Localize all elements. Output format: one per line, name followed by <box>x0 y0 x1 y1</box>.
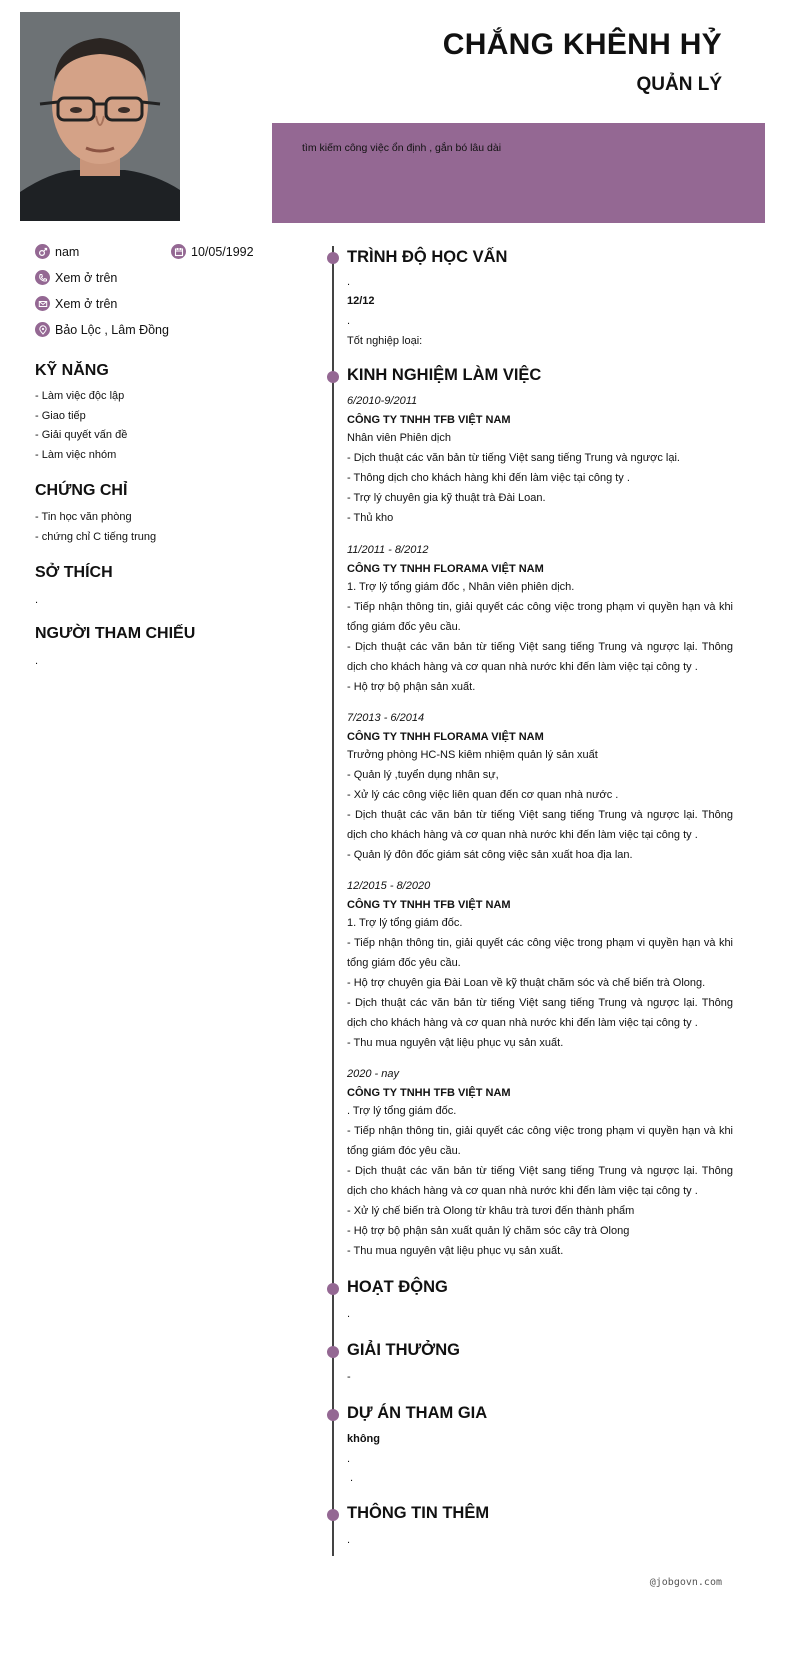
timeline-dot <box>327 1283 339 1295</box>
awards-text: - <box>347 1371 351 1383</box>
education-grade: Tốt nghiệp loại: <box>347 335 423 347</box>
timeline-dot <box>327 1509 339 1521</box>
job-line: . Trợ lý tổng giám đốc. <box>347 1105 457 1117</box>
job-company: CÔNG TY TNHH FLORAMA VIỆT NAM <box>347 563 544 575</box>
job-line: - Tiếp nhận thông tin, giải quyết các công việc trong phạm vi quyền hạn và khi tổng giám đóc yêu cầu. <box>347 1125 733 1157</box>
job-position: QUẢN LÝ <box>636 74 722 95</box>
projects-heading: DỰ ÁN THAM GIA <box>347 1404 488 1422</box>
job-line: - Quản lý đôn đốc giám sát công việc sản xuất hoa địa lan. <box>347 849 633 861</box>
education-line: . <box>347 276 351 288</box>
job-line: - Trợ lý chuyên gia kỹ thuật trà Đài Loan. <box>347 492 546 504</box>
address-value: Bảo Lộc , Lâm Đồng <box>55 322 169 337</box>
certificate-item: - Tin học văn phòng <box>35 511 132 523</box>
email-value: Xem ở trên <box>55 296 118 311</box>
job-line: - Hộ trợ bộ phận sản xuất quản lý chăm sóc cây trà Olong <box>347 1225 630 1237</box>
job-line: - Tiếp nhận thông tin, giải quyết các công việc trong phạm vi quyền hạn và khi tổng giám đốc yêu cầu. <box>347 601 733 633</box>
mail-icon <box>35 296 50 311</box>
profile-photo <box>20 12 180 221</box>
timeline-dot <box>327 371 339 383</box>
gender-icon <box>35 244 50 259</box>
job-line: 1. Trợ lý tổng giám đốc. <box>347 917 463 929</box>
job-date: 6/2010-9/2011 <box>347 395 418 407</box>
candidate-name: CHẮNG KHÊNH HỶ <box>442 28 722 61</box>
contact-birthday <box>171 244 254 259</box>
timeline-dot <box>327 1409 339 1421</box>
job-line: - Xử lý các công việc liên quan đến cơ quan nhà nước . <box>347 789 619 801</box>
certificates-heading: CHỨNG CHỈ <box>35 482 128 499</box>
contact-gender <box>35 244 79 259</box>
location-icon <box>35 322 50 337</box>
timeline-dot <box>327 252 339 264</box>
job-company: CÔNG TY TNHH TFB VIỆT NAM <box>347 414 511 426</box>
objective-box <box>272 123 765 223</box>
job-line: 1. Trợ lý tổng giám đốc , Nhân viên phiên dịch. <box>347 581 575 593</box>
hobbies-text: . <box>35 594 39 606</box>
job-line: - Tiếp nhận thông tin, giải quyết các công việc trong phạm vi quyền hạn và khi tổng giám đốc yêu cầu. <box>347 937 733 969</box>
awards-heading: GIẢI THƯỞNG <box>347 1341 461 1359</box>
activities-heading: HOẠT ĐỘNG <box>347 1278 448 1296</box>
project-name: không <box>347 1433 380 1445</box>
birthday-value: 10/05/1992 <box>191 244 254 259</box>
references-text: . <box>35 655 39 667</box>
skill-item: - Giải quyết vấn đề <box>35 429 128 441</box>
job-line: - Dịch thuật các văn bản từ tiếng Việt sang tiếng Trung và ngược lại. <box>347 452 680 464</box>
job-date: 12/2015 - 8/2020 <box>347 880 431 892</box>
references-heading: NGƯỜI THAM CHIẾU <box>35 625 196 642</box>
more-info-heading: THÔNG TIN THÊM <box>347 1504 490 1522</box>
job-line: - Dịch thuật các văn bản từ tiếng Việt sang tiếng Trung và ngược lại. Thông dịch cho khách hàng và cơ quan nhà nước khi đến làm việc tại công ty . <box>347 1165 733 1197</box>
gender-value: nam <box>55 244 80 259</box>
certificate-item: - chứng chỉ C tiếng trung <box>35 531 157 543</box>
job-date: 2020 - nay <box>347 1068 399 1080</box>
job-company: CÔNG TY TNHH FLORAMA VIỆT NAM <box>347 731 544 743</box>
contact-phone <box>35 270 117 285</box>
job-line: - Dịch thuật các văn bản từ tiếng Việt sang tiếng Trung và ngược lại. Thông dịch cho khách hàng và cơ quan nhà nước khi đến làm việc tại công ty . <box>347 997 733 1029</box>
job-line: - Thông dịch cho khách hàng khi đến làm việc tại công ty . <box>347 472 630 484</box>
job-company: CÔNG TY TNHH TFB VIỆT NAM <box>347 1087 511 1099</box>
job-line: Trưởng phòng HC-NS kiêm nhiệm quản lý sản xuất <box>347 749 598 761</box>
education-line: . <box>347 315 351 327</box>
job-date: 11/2011 - 8/2012 <box>347 544 429 556</box>
timeline-dot <box>327 1346 339 1358</box>
skill-item: - Giao tiếp <box>35 410 86 422</box>
phone-icon <box>35 270 50 285</box>
experience-heading: KINH NGHIỆM LÀM VIỆC <box>347 366 542 384</box>
skill-item: - Làm việc nhóm <box>35 449 117 461</box>
project-line: . <box>350 1472 354 1484</box>
job-line: - Thủ kho <box>347 512 394 524</box>
watermark: @jobgovn.com <box>649 1577 722 1588</box>
job-line: - Dịch thuật các văn bản từ tiếng Việt sang tiếng Trung và ngược lại. Thông dịch cho khách hàng và cơ quan nhà nước khi đến làm việc tại công ty . <box>347 641 733 673</box>
education-heading: TRÌNH ĐỘ HỌC VẤN <box>347 248 508 266</box>
phone-value: Xem ở trên <box>55 270 118 285</box>
job-line: - Quản lý ,tuyển dụng nhân sự, <box>347 769 499 781</box>
career-objective: tìm kiếm công việc ổn định , gắn bó lâu dài <box>302 142 502 154</box>
skill-item: - Làm việc độc lập <box>35 390 125 402</box>
job-company: CÔNG TY TNHH TFB VIỆT NAM <box>347 899 511 911</box>
activities-text: . <box>347 1308 351 1320</box>
job-line: - Thu mua nguyên vật liệu phục vụ sản xuất. <box>347 1245 564 1257</box>
job-line: - Dịch thuật các văn bản từ tiếng Việt sang tiếng Trung và ngược lại. Thông dịch cho khách hàng và cơ quan nhà nước khi đến làm việc tại công ty . <box>347 809 733 841</box>
contact-address <box>35 322 169 337</box>
job-line: - Xử lý chế biến trà Olong từ khâu trà tươi đến thành phẩm <box>347 1205 635 1217</box>
hobbies-heading: SỞ THÍCH <box>35 564 113 581</box>
more-info-text: . <box>347 1534 351 1546</box>
job-line: Nhân viên Phiên dịch <box>347 432 451 444</box>
skills-heading: KỸ NĂNG <box>35 362 109 379</box>
timeline-line <box>332 246 334 1556</box>
calendar-icon <box>171 244 186 259</box>
job-line: - Hộ trợ bộ phận sản xuất. <box>347 681 476 693</box>
job-line: - Thu mua nguyên vật liệu phục vụ sản xuất. <box>347 1037 564 1049</box>
project-line: . <box>347 1453 351 1465</box>
job-line: - Hộ trợ chuyên gia Đài Loan về kỹ thuật chăm sóc và chế biến trà Olong. <box>347 977 706 989</box>
education-school: 12/12 <box>347 295 375 307</box>
job-date: 7/2013 - 6/2014 <box>347 712 425 724</box>
contact-email <box>35 296 117 311</box>
